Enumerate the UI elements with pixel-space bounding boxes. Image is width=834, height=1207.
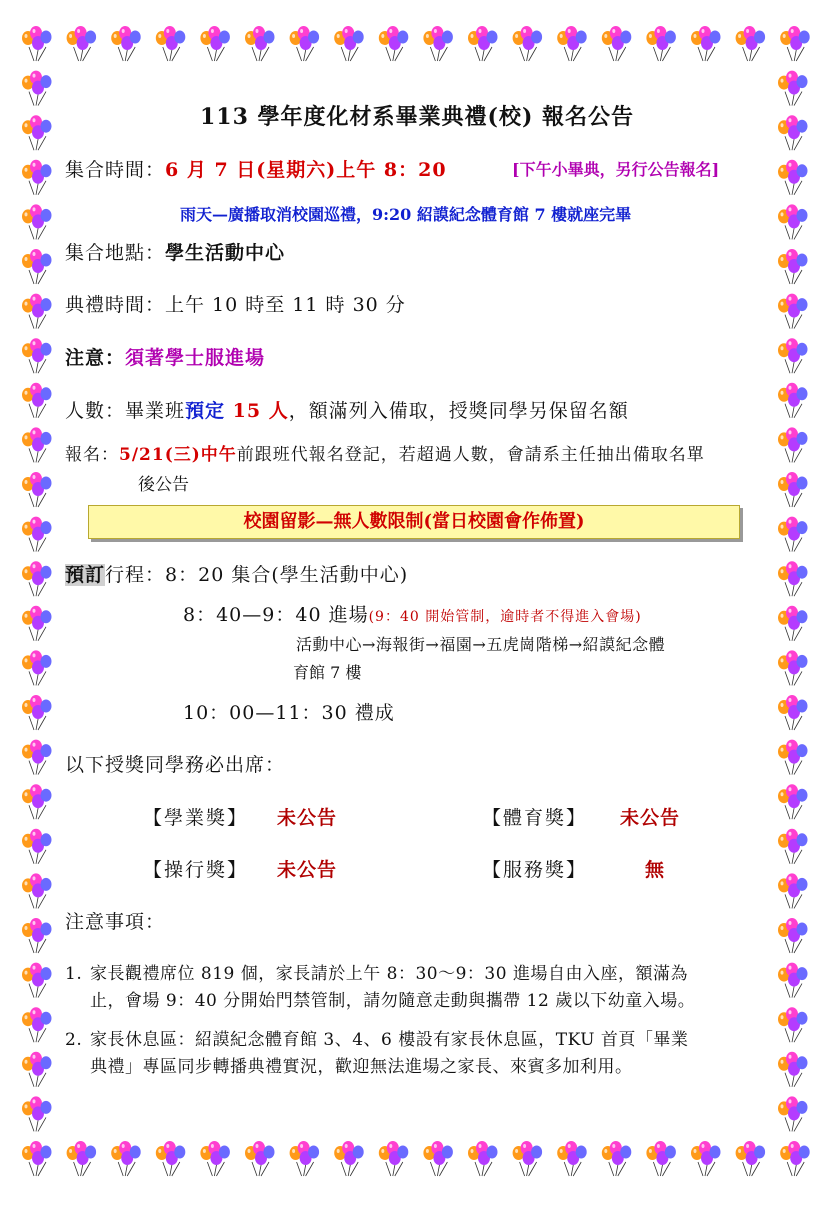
- award-conduct-name: 【操行獎】: [143, 859, 249, 881]
- registration-line2: 後公告: [138, 475, 189, 495]
- schedule-item2-note: (9：40 開始管制，逾時者不得進入會場): [368, 609, 642, 625]
- registration-prefix: 報名：: [65, 445, 119, 465]
- award-conduct-value: 未公告: [277, 859, 338, 881]
- attention-row: [65, 343, 265, 370]
- schedule-item2-row: [183, 600, 642, 627]
- gather-time-label: 集合時間：: [65, 159, 166, 181]
- headcount-count: 15 人: [225, 400, 289, 422]
- registration-text: 前跟班代報名登記，若超過人數，會請系主任抽出備取名單: [236, 445, 705, 465]
- headcount-scheduled: 預定: [185, 400, 226, 422]
- note-2-line2: 典禮」專區同步轉播典禮實況，歡迎無法進場之家長、來賓多加利用。: [90, 1057, 633, 1077]
- afternoon-note: [下午小畢典，另行公告報名]: [512, 160, 720, 179]
- gather-place-row: [65, 238, 285, 265]
- registration-deadline: 5/21(三)中午: [119, 445, 237, 465]
- note-1-line2: 止，會場 9：40 分開始門禁管制，請勿隨意走動與攜帶 12 歲以下幼童入場。: [90, 991, 696, 1011]
- photo-banner: 校園留影—無人數限制(當日校園會作佈置): [88, 505, 740, 539]
- notes-title: 注意事項：: [65, 911, 166, 933]
- note-1-number: 1.: [65, 964, 83, 984]
- headcount-row: [65, 396, 629, 423]
- ceremony-time-value: 上午 10 時至 11 時 30 分: [165, 294, 406, 316]
- awards-intro: 以下授獎同學務必出席：: [65, 754, 286, 776]
- schedule-tag: 預訂: [65, 564, 106, 586]
- award-service-value: 無: [645, 859, 666, 881]
- rain-note: 雨天—廣播取消校園巡禮，9:20 紹謨紀念體育館 7 樓就座完畢: [180, 205, 632, 224]
- award-service-name: 【服務獎】: [482, 859, 588, 881]
- page-title: 113 學年度化材系畢業典禮(校) 報名公告: [199, 104, 635, 130]
- award-sports-name: 【體育獎】: [482, 807, 588, 829]
- attention-value: 須著學士服進場: [125, 347, 266, 369]
- schedule-item3: 10：00—11：30 禮成: [183, 702, 395, 724]
- note-2-number: 2.: [65, 1030, 83, 1050]
- headcount-prefix: 人數：畢業班: [65, 400, 186, 422]
- route-line2: 育館 7 樓: [293, 663, 362, 682]
- gather-time-row: [65, 155, 447, 182]
- gather-time-value: 6 月 7 日(星期六)上午 8：20: [165, 159, 447, 181]
- note-1-line1: 家長觀禮席位 819 個，家長請於上午 8：30～9：30 進場自由入座，額滿為: [90, 964, 688, 984]
- schedule-row: [65, 560, 408, 587]
- schedule-item2: 8：40—9：40 進場: [183, 604, 369, 626]
- ceremony-time-row: [65, 290, 406, 317]
- award-academic-value: 未公告: [277, 807, 338, 829]
- route-line1: 活動中心→海報街→福園→五虎崗階梯→紹謨紀念體: [296, 635, 666, 654]
- headcount-suffix: ，額滿列入備取，授獎同學另保留名額: [288, 400, 629, 422]
- registration-row: [65, 440, 705, 465]
- schedule-item1: 8：20 集合(學生活動中心): [165, 564, 409, 586]
- note-2-line1: 家長休息區：紹謨紀念體育館 3、4、6 樓設有家長休息區，TKU 首頁「畢業: [90, 1030, 689, 1050]
- schedule-label: 行程：: [105, 564, 166, 586]
- attention-label: 注意：: [65, 347, 126, 369]
- award-sports-value: 未公告: [620, 807, 681, 829]
- gather-place-label: 集合地點：: [65, 242, 166, 264]
- award-academic-name: 【學業獎】: [143, 807, 249, 829]
- ceremony-time-label: 典禮時間：: [65, 294, 166, 316]
- gather-place-value: 學生活動中心: [165, 242, 286, 264]
